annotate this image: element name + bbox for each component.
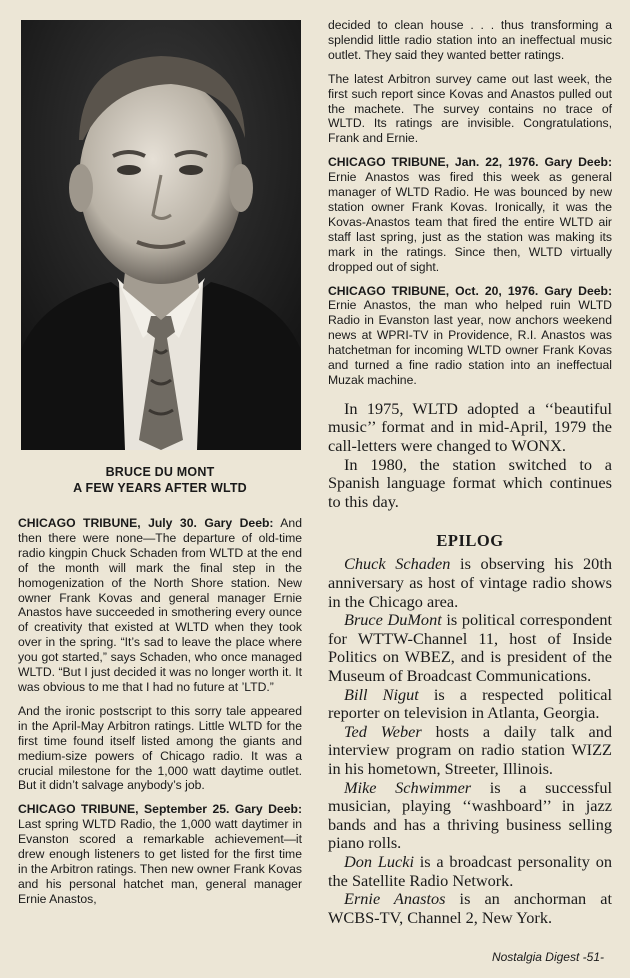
person-name: Bruce DuMont xyxy=(344,610,442,630)
article-paragraph xyxy=(18,516,302,695)
epilog-entry xyxy=(328,555,612,611)
paragraph-body: Ernie Anastos was fired this week as general manager of WLTD Radio. He was bounced by new station owner Frank Kovas. Ironically, it was the Kovas-Anastos team that fired the entire WLTD air staff last spring, just as the station was making its mark in the ratings. Since then, WLTD virtually dropped out of sight. xyxy=(328,170,612,274)
article-paragraph: And the ironic postscript to this sorry tale appeared in the April-May Arbitron ratings. Little WLTD for the first time found itself listed among the giants and medium-size powers of Chicago radio. It was a crucial milestone for the 1,000 watt daytime outlet. But it didn’t salvage anybody’s job. xyxy=(18,703,302,793)
source-heading: CHICAGO TRIBUNE, Oct. 20, 1976. Gary Deeb: xyxy=(328,283,612,298)
article-paragraph xyxy=(328,155,612,274)
article-paragraph: The latest Arbitron survey came out last week, the first such report since Kovas and Anastos pulled out the machete. The survey contains no trace of WLTD. Its ratings are invisible. Congratulations, Frank and Ernie. xyxy=(328,71,612,146)
person-name: Don Lucki xyxy=(344,851,414,871)
entry-text: is observing his 20th anniversary as host of vintage radio shows in the Chicago area. xyxy=(328,554,612,611)
epilog-entry xyxy=(328,723,612,779)
entry-text: is political correspondent for WTTW-Channel 11, host of Inside Politics on WBEZ, and is president of the Museum of Broadcast Communications. xyxy=(328,610,612,685)
entry-text: is a respected political reporter on television in Atlanta, Georgia. xyxy=(328,684,612,723)
source-heading: CHICAGO TRIBUNE, July 30. Gary Deeb: xyxy=(18,516,274,530)
person-name: Ted Weber xyxy=(344,721,422,741)
right-column xyxy=(328,18,612,927)
epilog-entry xyxy=(328,779,612,853)
paragraph-body: And then there were none—The departure of old-time radio kingpin Chuck Schaden from WLTD at the end of the month will mark the final step in the homogenization of the North Shore station. New owner Frank Kovas and general manager Ernie Anastos have succeeded in smothering every ounce of creativity that existed at WLTD when they took over in the spring. “It’s sad to leave the place where you got started,” says Schaden, who once managed WLTD. “But I just decided it was no longer worth it. It was obvious to me that I had no future at ’LTD.” xyxy=(18,516,302,694)
page-footer: Nostalgia Digest -51- xyxy=(491,950,604,964)
epilog-heading: EPILOG xyxy=(436,531,504,551)
photo-caption xyxy=(18,464,302,496)
source-heading: CHICAGO TRIBUNE, Jan. 22, 1976. Gary Deeb: xyxy=(328,155,612,170)
person-name: Mike Schwimmer xyxy=(344,777,472,797)
epilog-entry xyxy=(328,890,612,927)
epilog-entry xyxy=(328,853,612,890)
portrait-illustration xyxy=(21,20,301,450)
source-heading: CHICAGO TRIBUNE, September 25. Gary Deeb: xyxy=(18,802,302,817)
caption-name: BRUCE DU MONT xyxy=(105,465,215,479)
epilog-entry xyxy=(328,611,612,685)
person-name: Ernie Anastos xyxy=(344,889,446,909)
person-name: Bill Nigut xyxy=(344,684,419,704)
station-history-paragraph: In 1980, the station switched to a Spanish language format which continues to this day. xyxy=(328,454,612,511)
epilog-entry xyxy=(328,686,612,723)
article-paragraph: decided to clean house . . . thus transforming a splendid little radio station into an ineffectual music outlet. They said they wanted better ratings. xyxy=(328,18,612,62)
station-history-paragraph: In 1975, WLTD adopted a ‘‘beautiful music’’ format and in mid-April, 1979 the call-letters were changed to WONX. xyxy=(328,398,612,456)
paragraph-body: Last spring WLTD Radio, the 1,000 watt daytimer in Evanston scored a remarkable achievement—it drew enough listeners to get listed for the first time in the Arbitron ratings. Then new owner Frank Kovas and his personal hatchet man, general manager Ernie Anastos, xyxy=(18,817,302,906)
entry-text: is a broadcast personality on the Satellite Radio Network. xyxy=(328,851,612,890)
entry-text: is a successful musician, playing ‘‘washboard’’ in jazz bands and has a thriving business selling piano rolls. xyxy=(328,777,613,853)
article-paragraph xyxy=(18,802,302,906)
entry-text: is an anchorman at WCBS-TV, Channel 2, New York. xyxy=(328,889,612,927)
article-paragraph xyxy=(328,284,612,388)
portrait-photo xyxy=(21,20,301,450)
entry-text: hosts a daily talk and interview program on radio station WIZZ in his hometown, Streeter, Illinois. xyxy=(328,721,613,778)
person-name: Chuck Schaden xyxy=(344,554,451,574)
paragraph-body: Ernie Anastos, the man who helped ruin WLTD Radio in Evanston last year, now anchors weekend news at WPRI-TV in Providence, R.I. Anastos was hatchetman for incoming WLTD owner Frank Kovas and turned a fine radio station into an ineffectual Muzak machine. xyxy=(328,298,612,387)
left-column xyxy=(18,20,302,907)
caption-subtitle: A FEW YEARS AFTER WLTD xyxy=(73,481,247,495)
